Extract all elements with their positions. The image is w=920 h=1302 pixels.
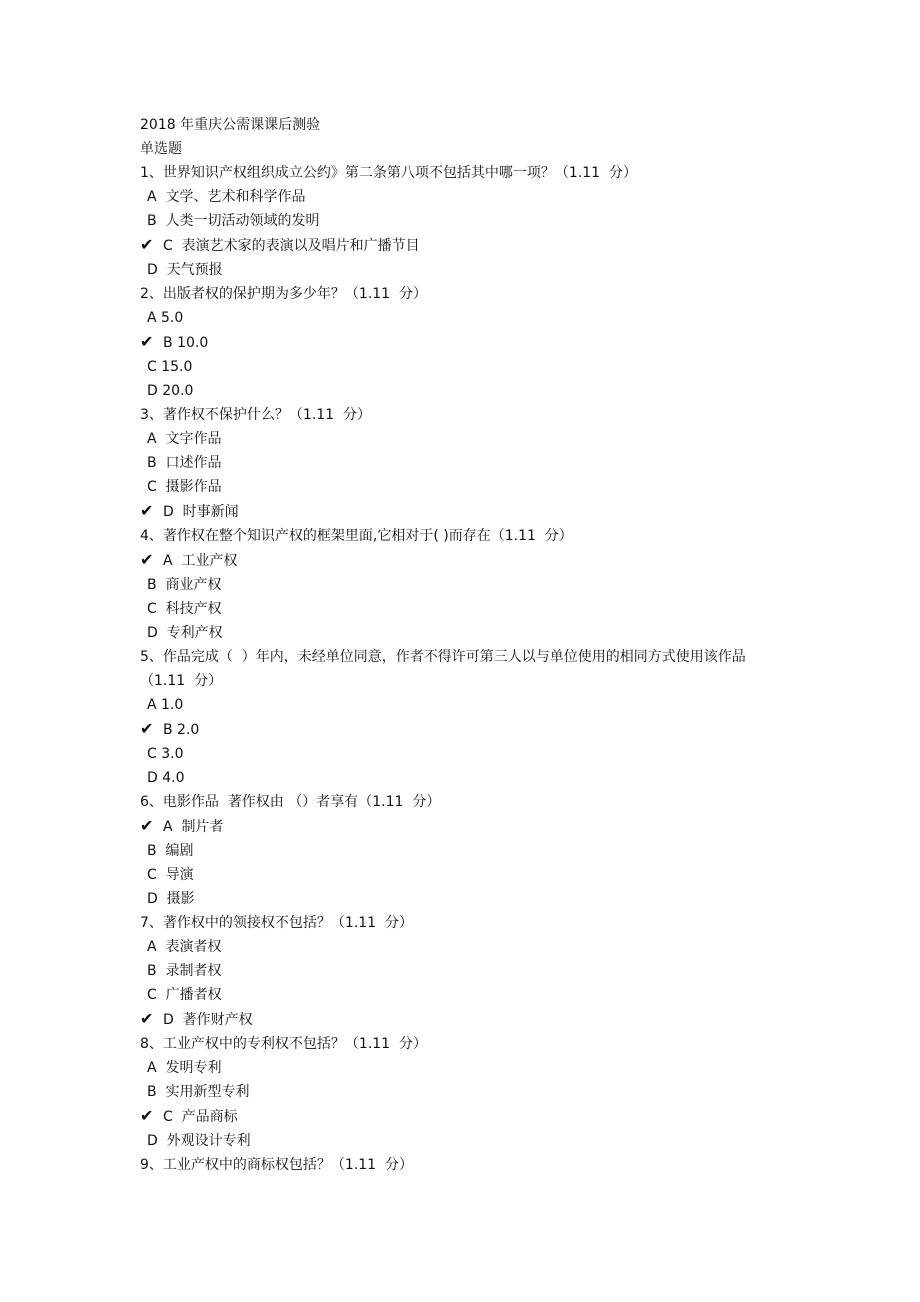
option (140, 355, 790, 379)
option (140, 427, 790, 451)
checkmark-icon: ✔ (140, 816, 154, 835)
option-text: D 外观设计专利 (147, 1133, 251, 1149)
option-text: B 口述作品 (147, 455, 222, 471)
option-text: B 2.0 (163, 722, 200, 738)
option (140, 742, 790, 766)
option-text: D 摄影 (147, 891, 195, 907)
option (140, 863, 790, 887)
question-text: 4、著作权在整个知识产权的框架里面,它相对于( )而存在（1.11 分） (140, 528, 573, 544)
option-correct (140, 233, 790, 258)
checkmark-icon: ✔ (140, 1106, 154, 1125)
option-text: C 产品商标 (163, 1109, 238, 1125)
option (140, 1080, 790, 1104)
question-text: 8、工业产权中的专利权不包括？（1.11 分） (140, 1036, 427, 1052)
checkmark-icon: ✔ (140, 501, 154, 520)
option-text: D 天气预报 (147, 262, 223, 278)
option-correct (140, 499, 790, 524)
option (140, 209, 790, 233)
question-list (140, 161, 790, 1177)
option (140, 693, 790, 717)
option-text: C 导演 (147, 867, 194, 883)
option-text: A 工业产权 (163, 553, 238, 569)
option-text: B 人类一切活动领域的发明 (147, 213, 320, 229)
option-text: B 10.0 (163, 335, 209, 351)
option (140, 379, 790, 403)
option-text: D 专利产权 (147, 625, 223, 641)
option-text: D 20.0 (147, 383, 194, 399)
checkmark-icon: ✔ (140, 719, 154, 738)
document-title: 2018 年重庆公需课课后测验 (140, 117, 321, 133)
option-text: C 3.0 (147, 746, 184, 762)
option-text: B 商业产权 (147, 577, 222, 593)
option (140, 185, 790, 209)
option-correct (140, 1104, 790, 1129)
question-text: 3、著作权不保护什么？（1.11 分） (140, 407, 371, 423)
checkmark-icon: ✔ (140, 332, 154, 351)
option-text: B 编剧 (147, 843, 194, 859)
question-text: 2、出版者权的保护期为多少年？（1.11 分） (140, 286, 427, 302)
option (140, 839, 790, 863)
option (140, 1056, 790, 1080)
option-text: B 实用新型专利 (147, 1084, 250, 1100)
option-text: B 录制者权 (147, 963, 222, 979)
option-text: A 发明专利 (147, 1060, 222, 1076)
option-text: C 广播者权 (147, 987, 222, 1003)
option (140, 887, 790, 911)
option-text: C 表演艺术家的表演以及唱片和广播节目 (163, 238, 420, 254)
option-correct (140, 548, 790, 573)
checkmark-icon: ✔ (140, 1009, 154, 1028)
option (140, 935, 790, 959)
option (140, 573, 790, 597)
option (140, 1129, 790, 1153)
question-text: 5、作品完成（ ）年内，未经单位同意，作者不得许可第三人以与单位使用的相同方式使用该作品（1.11 分） (140, 649, 746, 689)
option-text: C 15.0 (147, 359, 193, 375)
option (140, 597, 790, 621)
option-correct (140, 330, 790, 355)
option-text: C 摄影作品 (147, 479, 222, 495)
option-text: A 文字作品 (147, 431, 222, 447)
document-page (140, 113, 790, 1177)
option (140, 983, 790, 1007)
option (140, 306, 790, 330)
checkmark-icon: ✔ (140, 235, 154, 254)
option-text: D 时事新闻 (163, 504, 239, 520)
option-text: C 科技产权 (147, 601, 222, 617)
option-correct (140, 1007, 790, 1032)
option-correct (140, 814, 790, 839)
option-text: A 1.0 (147, 697, 184, 713)
question-text: 9、工业产权中的商标权包括？（1.11 分） (140, 1157, 413, 1173)
option-text: A 制片者 (163, 819, 224, 835)
option (140, 959, 790, 983)
option-text: A 文学、艺术和科学作品 (147, 189, 306, 205)
question-text: 1、世界知识产权组织成立公约》第二条第八项不包括其中哪一项？（1.11 分） (140, 165, 637, 181)
option (140, 766, 790, 790)
option (140, 258, 790, 282)
question-text: 7、著作权中的领接权不包括？（1.11 分） (140, 915, 413, 931)
section-heading: 单选题 (140, 141, 182, 157)
option (140, 475, 790, 499)
option-text: A 表演者权 (147, 939, 222, 955)
option (140, 621, 790, 645)
option-text: A 5.0 (147, 310, 184, 326)
option-text: D 4.0 (147, 770, 185, 786)
question-text: 6、电影作品 著作权由 （）者享有（1.11 分） (140, 794, 441, 810)
option-correct (140, 717, 790, 742)
option (140, 451, 790, 475)
option-text: D 著作财产权 (163, 1012, 253, 1028)
checkmark-icon: ✔ (140, 550, 154, 569)
